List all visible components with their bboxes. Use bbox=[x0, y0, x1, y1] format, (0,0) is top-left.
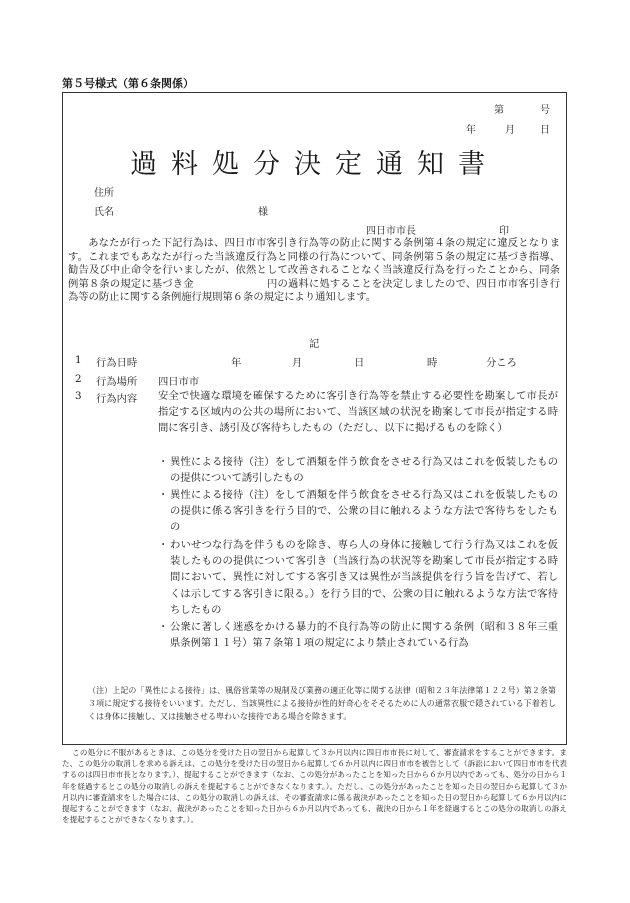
bullet-dot: ・ bbox=[158, 539, 169, 551]
footnote-text: 上記の「異性による接待」は、風俗営業等の規制及び業務の適正化等に関する法律（昭和２３年法律第１２２号）第２条第３項に規定する接待をいいます。ただし、当該異性による接待が性的好奇心をそそるために人の通常衣服で隠されている下着若しくは身体に接触し、又は接触させる卑わいな接待である場合を除きます。 bbox=[88, 686, 557, 722]
bullet-text-4: 公衆に著しく迷惑をかける暴力的不良行為等の防止に関する条例（昭和３８年三重県条例第１１号）第７条第１項の規定により禁止されている行為 bbox=[170, 621, 558, 650]
document-title: 過料処分決定通知書 bbox=[130, 149, 499, 180]
number-suffix: 号 bbox=[540, 105, 550, 116]
date-month-label: 月 bbox=[505, 125, 515, 136]
notice-body bbox=[68, 237, 560, 305]
number-label: 第 bbox=[494, 105, 504, 116]
address-label: 住所 bbox=[94, 188, 114, 199]
footnote bbox=[88, 684, 556, 724]
notice-body-text: あなたが行った下記行為は、四日市市客引き行為等の防止に関する条例第４条の規定に違反となります。これまでもあなたが行った当該違反行為と同様の行為について、同条例第５条の規定に基づき指導、勧告及び中止命令を行いましたが、依然として改善されることなく当該違反行為を行ったことから、同条例第８条の規定に基づき金 円の過料に処することを決定しましたので、四日市市客引き行為等の防止に関する条例施行規則第６条の規定により通知します。 bbox=[68, 237, 560, 304]
seal-mark: 印 bbox=[499, 226, 509, 237]
date-year-label: 年 bbox=[466, 125, 476, 136]
bullet-dot: ・ bbox=[158, 621, 169, 633]
bullet-dot: ・ bbox=[158, 489, 169, 501]
item-2-label: 行為場所 bbox=[96, 376, 138, 388]
item-1-hour: 時 bbox=[427, 357, 438, 369]
item-1-label: 行為日時 bbox=[96, 357, 138, 369]
issuer-name: 四日市市長 bbox=[366, 226, 416, 237]
appeal-instructions bbox=[62, 747, 567, 825]
appeal-text: この処分に不服があるときは、この処分を受けた日の翌日から起算して３か月以内に四日市市長に対して、審査請求をすることができます。また、この処分の取消しを求める訴えは、この処分を受けた日の翌日から起算して６か月以内に四日市市を被告として（訴訟において四日市市を代表するのは四日市市長となります。）、提起することができます（なお、この処分があったことを知った日から６か月以内であっても、処分の日から１年を経過するとこの処分の取消しの訴えを提起することができなくなります。）。ただし、この処分があったことを知った日の翌日から起算して３か月以内に審査請求をした場合には、この処分の取消しの訴えは、その審査請求に係る裁決があったことを知った日の翌日から起算して６か月以内に提起することができます（なお、裁決があったことを知った日から６か月以内であっても、裁決の日から１年を経過するとこの処分の取消しの訴えを提起することができなくなります。）。 bbox=[62, 748, 567, 825]
date-day-label: 日 bbox=[540, 125, 550, 136]
bullet-text-1: 異性による接待（注）をして酒類を伴う飲食をさせる行為又はこれを仮装したものの提供について誘引したもの bbox=[170, 456, 558, 485]
footnote-label: （注） bbox=[88, 686, 113, 695]
item-1-year: 年 bbox=[231, 357, 242, 369]
honorific: 様 bbox=[258, 207, 268, 218]
item-2-value: 四日市市 bbox=[158, 376, 200, 388]
item-3-label: 行為内容 bbox=[96, 393, 138, 405]
form-label: 第５号様式（第６条関係） bbox=[62, 77, 194, 90]
item-2-number: 2 bbox=[75, 373, 82, 385]
item-3-intro: 安全で快適な環境を確保するために客引き行為等を禁止する必要性を勘案して市長が指定する区域内の公共の場所において、当該区域の状況を勘案して市長が指定する時間に客引き、誘引及び客待ちしたもの（ただし、以下に掲げるものを除く） bbox=[158, 390, 558, 435]
item-1-number: 1 bbox=[75, 354, 82, 366]
bullet-item-4 bbox=[158, 619, 558, 651]
bullet-item-1 bbox=[158, 454, 558, 486]
bullet-text-3: わいせつな行為を伴うものを除き、専ら人の身体に接触して行う行為又はこれを仮装したものの提供について客引き（当該行為の状況等を勘案して市長が指定する時間において、異性に対してする客引き又は異性が当該提供を行う旨を告げて、若しくは示してする客引きに限る。）を行う目的で、公衆の目に触れるような方法で客待ちしたもの bbox=[170, 539, 558, 616]
item-3-number: 3 bbox=[75, 390, 82, 402]
name-label: 氏名 bbox=[94, 207, 114, 218]
record-heading: 記 bbox=[309, 338, 320, 350]
bullet-item-2 bbox=[158, 487, 558, 536]
bullet-dot: ・ bbox=[158, 456, 169, 468]
item-1-day: 日 bbox=[354, 357, 365, 369]
bullet-text-2: 異性による接待（注）をして酒類を伴う飲食をさせる行為又はこれを仮装したものの提供に係る客引きを行う目的で、公衆の目に触れるような方法で客待ちをしたもの bbox=[170, 489, 558, 534]
item-1-month: 月 bbox=[292, 357, 303, 369]
bullet-item-3 bbox=[158, 537, 558, 618]
item-1-minute: 分ころ bbox=[486, 357, 517, 369]
